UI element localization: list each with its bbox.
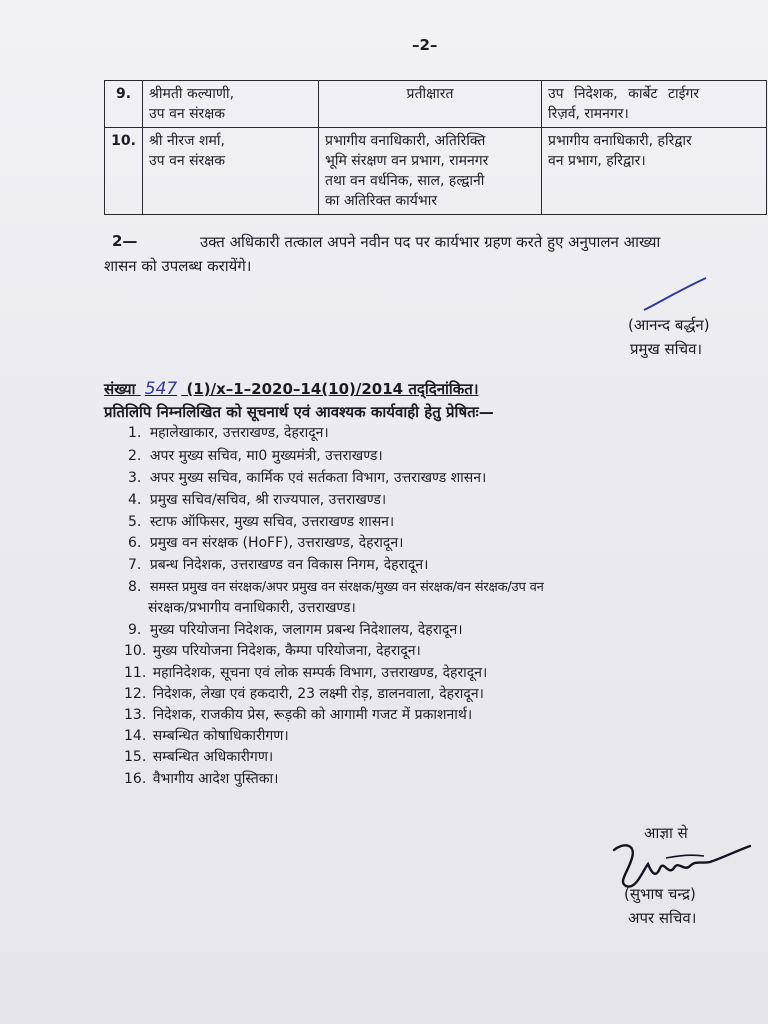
reference-number	[104, 379, 479, 399]
current-post-line: का अतिरिक्त कार्यभार	[325, 193, 438, 209]
new-post-line: वन प्रभाग, हरिद्वार।	[548, 153, 646, 169]
officer-designation: उप वन संरक्षक	[149, 106, 226, 122]
officer-designation: उप वन संरक्षक	[149, 153, 226, 169]
current-post-line: तथा वन वर्धनिक, साल, हल्द्वानी	[325, 173, 485, 189]
page-number: –2–	[412, 36, 438, 54]
signatory-name: (आनन्द बर्द्धन)	[628, 316, 710, 334]
list-item: 8. समस्त प्रमुख वन संरक्षक/अपर प्रमुख वन संरक्षक/मुख्य वन संरक्षक/वन संरक्षक/उप वन	[128, 579, 544, 595]
signature-stroke-icon	[640, 276, 710, 316]
list-item: 15. सम्बन्धित अधिकारीगण।	[124, 749, 274, 765]
list-item: 9. मुख्य परियोजना निदेशक, जलागम प्रबन्ध निदेशालय, देहरादून।	[128, 622, 463, 638]
new-post-line: उप निदेशक, कार्बेट टाईगर	[548, 86, 700, 102]
handwritten-number: 547	[144, 379, 178, 399]
new-post-line: रिज़र्व, रामनगर।	[548, 106, 629, 122]
list-item: 6. प्रमुख वन संरक्षक (HoFF), उत्तराखण्ड, देहरादून।	[128, 535, 404, 551]
list-item: 2. अपर मुख्य सचिव, मा0 मुख्यमंत्री, उत्तराखण्ड।	[128, 448, 383, 464]
list-item: 16. वैभागीय आदेश पुस्तिका।	[124, 771, 279, 787]
paragraph-number: 2—	[112, 232, 138, 250]
table-row	[105, 128, 767, 215]
officer-cell	[143, 128, 319, 215]
list-item: 14. सम्बन्धित कोषाधिकारीगण।	[124, 728, 289, 744]
table-row	[105, 81, 767, 128]
list-item: 11. महानिदेशक, सूचना एवं लोक सम्पर्क विभाग, उत्तराखण्ड, देहरादून।	[124, 665, 488, 681]
list-item: 1. महालेखाकार, उत्तराखण्ड, देहरादून।	[128, 425, 329, 441]
by-order-text: आज्ञा से	[644, 824, 688, 842]
paragraph-line: शासन को उपलब्ध करायेंगे।	[104, 257, 252, 275]
row-number: 9.	[105, 81, 143, 128]
reference-prefix: संख्या	[104, 380, 136, 398]
transfer-table	[104, 80, 767, 215]
current-post-line: प्रतीक्षारत	[406, 86, 454, 102]
list-item: 12. निदेशक, लेखा एवं हकदारी, 23 लक्ष्मी रोड़, डालनवाला, देहरादून।	[124, 686, 484, 702]
list-item: 13. निदेशक, राजकीय प्रेस, रूड़की को आगामी गजट में प्रकाशनार्थ।	[124, 707, 473, 723]
current-post-cell	[319, 128, 542, 215]
copy-intro: प्रतिलिपि निम्नलिखित को सूचनार्थ एवं आवश्यक कार्यवाही हेतु प्रेषितः—	[104, 403, 494, 421]
closing-name: (सुभाष चन्द्र)	[624, 885, 696, 903]
list-item: 7. प्रबन्ध निदेशक, उत्तराखण्ड वन विकास निगम, देहरादून।	[128, 557, 429, 573]
current-post-cell	[319, 81, 542, 128]
signatory-designation: प्रमुख सचिव।	[630, 340, 703, 358]
new-post-line: प्रभागीय वनाधिकारी, हरिद्वार	[548, 133, 692, 149]
reference-rest: (1)/x–1–2020–14(10)/2014 तद्‌दिनांकित।	[186, 380, 479, 398]
closing-designation: अपर सचिव।	[628, 909, 697, 927]
list-item: 4. प्रमुख सचिव/सचिव, श्री राज्यपाल, उत्तराखण्ड।	[128, 492, 387, 508]
current-post-line: प्रभागीय वनाधिकारी, अतिरिक्ति	[325, 133, 486, 149]
new-post-cell	[542, 128, 767, 215]
paragraph-line: उक्त अधिकारी तत्काल अपने नवीन पद पर कार्यभार ग्रहण करते हुए अनुपालन आख्या	[200, 233, 661, 251]
list-item: 5. स्टाफ ऑफिसर, मुख्य सचिव, उत्तराखण्ड शासन।	[128, 514, 395, 530]
list-item: 3. अपर मुख्य सचिव, कार्मिक एवं सर्तकता विभाग, उत्तराखण्ड शासन।	[128, 470, 487, 486]
list-item: 10. मुख्य परियोजना निदेशक, कैम्पा परियोजना, देहरादून।	[124, 643, 421, 659]
new-post-cell	[542, 81, 767, 128]
row-number: 10.	[105, 128, 143, 215]
officer-cell	[143, 81, 319, 128]
current-post-line: भूमि संरक्षण वन प्रभाग, रामनगर	[325, 153, 489, 169]
list-item-continuation: संरक्षक/प्रभागीय वनाधिकारी, उत्तराखण्ड।	[148, 600, 356, 616]
officer-name: श्रीमती कल्याणी,	[149, 86, 235, 102]
officer-name: श्री नीरज शर्मा,	[149, 133, 225, 149]
